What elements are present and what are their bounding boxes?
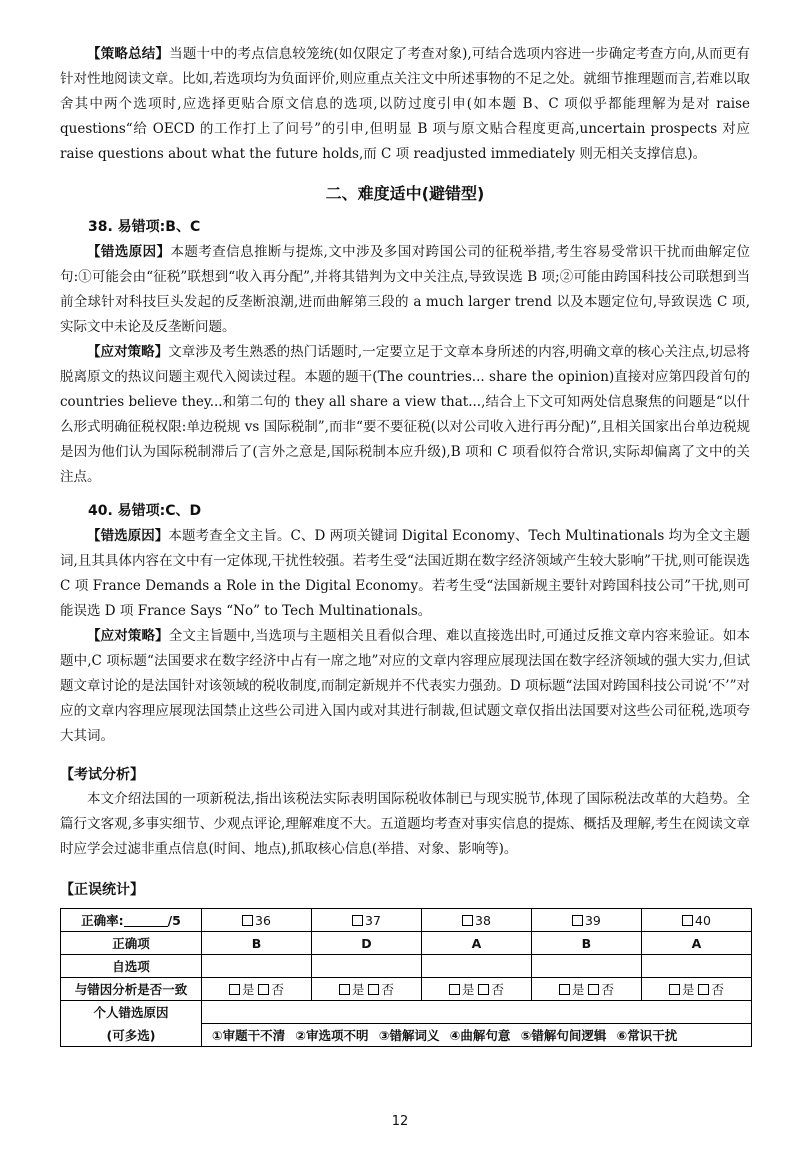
q38-strategy-tag: 【应对策略】 [87,344,169,360]
section-title: 二、难度适中(避错型) [325,184,485,203]
self-choice-cell[interactable] [202,955,312,978]
q38-heading: 38. 易错项:B、C [88,219,201,235]
q-cell [202,909,312,932]
rate-denominator: /5 [167,913,181,928]
self-choice-cell[interactable] [421,955,531,978]
answer-cell: D [311,932,421,955]
q-cell [421,909,531,932]
no-label: 否 [381,982,394,997]
checkbox[interactable] [572,915,583,926]
q-cell [641,909,751,932]
yes-no-cell [311,978,421,1001]
no-label: 否 [601,982,614,997]
self-choice-row [61,955,752,978]
rate-label: 正确率: [81,913,124,928]
q-cell [531,909,641,932]
analysis-text: 本文介绍法国的一项新税法,指出该税法实际表明国际税收体制已与现实脱节,体现了国际税法改革的大趋势。全篇行文客观,多事实细节、少观点评论,理解难度不大。五道题均考查对事实信息的提炼、概括及理解,考生在阅读文章时应学会过滤非重点信息(时间、地点),抓取核心信息(举措、对象、影响等)。 [60,791,750,857]
consistency-label: 与错因分析是否一致 [61,978,202,1001]
analysis-title: 【考试分析】 [60,767,144,783]
yes-label: 是 [681,982,695,997]
answer-cell: A [641,932,751,955]
checkbox[interactable] [449,984,460,995]
checkbox[interactable] [368,984,379,995]
checkbox[interactable] [242,915,253,926]
q38-reason [60,240,750,340]
no-label: 否 [711,982,724,997]
checkbox[interactable] [682,915,693,926]
stats-title: 【正误统计】 [60,882,144,898]
stats-table [60,908,752,1047]
summary-text: 当题十中的考点信息较笼统(如仅限定了考查对象),可结合选项内容进一步确定考查方向,从而更有针对性地阅读文章。比如,若选项均为负面评价,则应重点关注文中所述事物的不足之处。就细节推理题而言,若难以取舍其中两个选项时,应选择更贴合原文信息的选项,以防过度引申(如本题 B、C 项似乎都能理解为是对 raise questions“给 OECD 的工作打上了问号”的引申,但明显 B 项与原文贴合程度更高,uncertain prospects 对应 raise questions about what the future holds,而 C 项 readjusted immediately 则无相关支撑信息)。 [60,46,750,162]
yes-no-cell [421,978,531,1001]
rate-cell [61,909,202,932]
q40-strategy [60,624,750,749]
self-choice-cell[interactable] [311,955,421,978]
q38-reason-text: 本题考查信息推断与提炼,文中涉及多国对跨国公司的征税举措,考生容易受常识干扰而曲解定位句:①可能会由“征税”联想到“收入再分配”,并将其错判为文中关注点,导致误选 B 项;②可能由跨国科技公司联想到当前全球针对科技巨头发起的反垄断浪潮,进而曲解第三段的 a much larger trend 以及本题定位句,导致误选 C 项,实际文中未论及反垄断问题。 [60,244,750,335]
question-number: 39 [584,912,601,928]
answer-row [61,932,752,955]
q38-strategy-text: 文章涉及考生熟悉的热门话题时,一定要立足于文章本身所述的内容,明确文章的核心关注点,切忌将脱离原文的热议问题主观代入阅读过程。本题的题干(The countries... share the opinion)直接对应第四段首句的 countries believe they...和第二句的 they all share a view that...,结合上下文可知两处信息聚焦的问题是“以什么形式明确征税权限:单边税规 vs 国际税制”,而非“要不要征税(以对公司收入进行再分配)”,且相关国家出台单边税规是因为他们认为国际税制滞后了(言外之意是,国际税制本应升级),B 项和 C 项看似符合常识,实际却偏离了文中的关注点。 [60,344,751,485]
consistency-row [61,978,752,1001]
strategy-summary [60,42,750,167]
question-number: 40 [695,912,711,928]
yes-no-cell [202,978,312,1001]
reason-label: 个人错选原因 [61,1001,202,1024]
self-choice-cell[interactable] [641,955,751,978]
q38-reason-tag: 【错选原因】 [87,244,171,260]
reason-row-1 [61,1001,752,1024]
q40-strategy-text: 全文主旨题中,当选项与主题相关且看似合理、难以直接选出时,可通过反推文章内容来验证。如本题中,C 项标题“法国要求在数字经济中占有一席之地”对应的文章内容理应展现法国在数字经济领域的强大实力,但试题文章讨论的是法国针对该领域的税收制度,而制定新规并不代表实力强劲。D 项标题“法国对跨国科技公司说‘不’”对应的文章内容理应展现法国禁止这些公司进入国内或对其进行制裁,但试题文章仅指出法国要对这些公司征税,选项夸大其词。 [60,628,750,744]
checkbox[interactable] [559,984,570,995]
stats-header-row [61,909,752,932]
page-content [60,42,750,1047]
question-number: 36 [255,912,271,928]
answer-cell: B [202,932,312,955]
rate-blank[interactable] [124,914,168,927]
q40-reason [60,524,750,624]
yes-no-cell [641,978,751,1001]
checkbox[interactable] [478,984,489,995]
self-choice-label: 自选项 [61,955,202,978]
yes-label: 是 [351,982,365,997]
reason-options: ①审题干不清 ②审选项不明 ③错解词义 ④曲解句意 ⑤错解句间逻辑 ⑥常识干扰 [202,1024,752,1047]
checkbox[interactable] [669,984,680,995]
answer-cell: B [531,932,641,955]
reason-input-cell[interactable] [202,1001,752,1024]
question-number: 37 [365,912,381,928]
q40-reason-tag: 【错选原因】 [87,528,169,544]
checkbox[interactable] [339,984,350,995]
q-cell [311,909,421,932]
reason-multi-note: (可多选) [61,1024,202,1047]
answer-label: 正确项 [61,932,202,955]
self-choice-cell[interactable] [531,955,641,978]
yes-label: 是 [461,982,475,997]
checkbox[interactable] [698,984,709,995]
q40-strategy-tag: 【应对策略】 [87,628,169,644]
yes-label: 是 [241,982,255,997]
q40-heading: 40. 易错项:C、D [88,503,202,519]
reason-row-2 [61,1024,752,1047]
no-label: 否 [271,982,284,997]
checkbox[interactable] [462,915,473,926]
q40-reason-text: 本题考查全文主旨。C、D 两项关键词 Digital Economy、Tech Multinationals 均为全文主题词,且其具体内容在文中有一定体现,干扰性较强。若考生受“法国近期在数字经济领域产生较大影响”干扰,则可能误选 C 项 France Demands a Role in the Digital Economy。若考生受“法国新规主要针对跨国科技公司”干扰,则可能误选 D 项 France Says “No” to Tech Multinationals。 [60,528,751,619]
question-number: 38 [475,912,491,928]
q38-strategy [60,340,750,490]
answer-cell: A [421,932,531,955]
yes-label: 是 [571,982,585,997]
summary-tag: 【策略总结】 [87,46,170,62]
checkbox[interactable] [588,984,599,995]
checkbox[interactable] [229,984,240,995]
page-number: 12 [391,1114,409,1129]
checkbox[interactable] [352,915,363,926]
no-label: 否 [491,982,504,997]
yes-no-cell [531,978,641,1001]
checkbox[interactable] [258,984,269,995]
